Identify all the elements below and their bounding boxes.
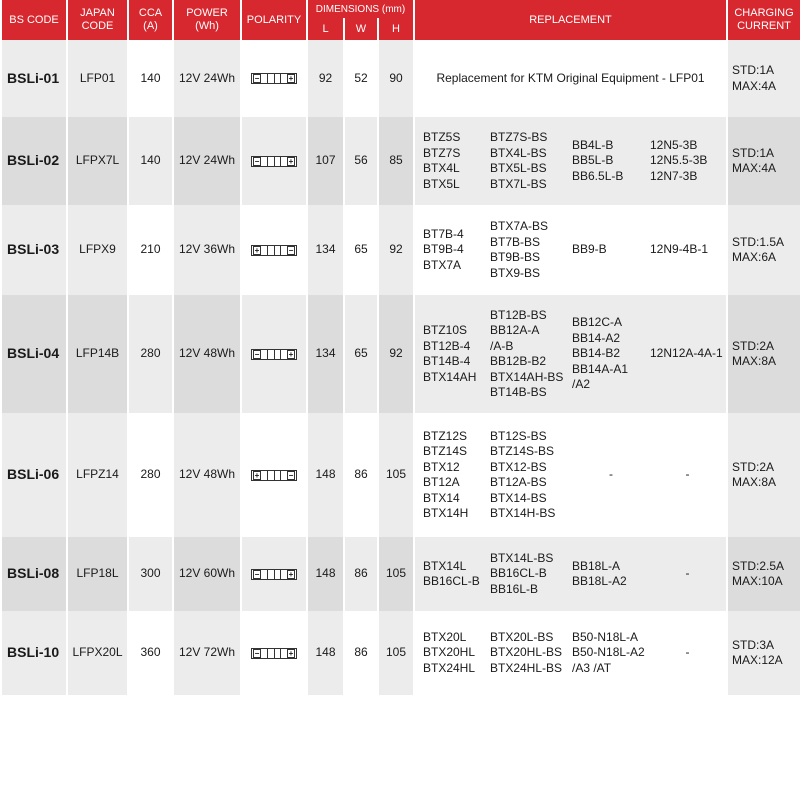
replacement-item: BB14-B2 xyxy=(572,346,621,361)
cca-value: 360 xyxy=(128,611,173,695)
polarity-battery-icon xyxy=(251,73,297,84)
replacement-item: BT12B-BS xyxy=(490,307,547,322)
charging-max: MAX:10A xyxy=(732,574,783,588)
replacement-r4 xyxy=(650,138,725,185)
table-row xyxy=(1,611,800,695)
replacement-item: BT12A xyxy=(423,475,460,489)
power-value: 12V 24Wh xyxy=(173,40,241,117)
charging-max: MAX:8A xyxy=(732,475,777,489)
bs-code: BSLi-04 xyxy=(1,295,67,413)
dim-h-value: 105 xyxy=(378,611,414,695)
charging-std: STD:2A xyxy=(732,338,775,353)
replacement-r1 xyxy=(415,323,490,385)
replacement-item: BTX24HL-BS xyxy=(490,660,563,675)
header-polarity: POLARITY xyxy=(241,0,307,40)
replacement-item: BTX14L xyxy=(423,558,467,573)
replacement-item: BB14A-A1 xyxy=(572,361,629,376)
replacement-r3 xyxy=(572,242,650,258)
replacement-item: BTX7A xyxy=(423,257,462,272)
replacement-item: BTX4L xyxy=(423,161,460,175)
header-japan-code-text: JAPAN CODE xyxy=(80,7,115,32)
dim-w-value: 86 xyxy=(344,537,378,611)
replacement-item: BT7B-BS xyxy=(490,234,541,249)
polarity-battery-icon xyxy=(251,156,297,167)
replacement-item: BTX14AH xyxy=(423,369,477,384)
replacement-item: BT14B-4 xyxy=(423,354,471,368)
table-row xyxy=(1,413,800,537)
polarity-battery-icon xyxy=(251,245,297,256)
replacement-item: BTX20HL-BS xyxy=(490,645,563,660)
header-charging xyxy=(727,0,800,40)
polarity-battery-icon xyxy=(251,349,297,360)
dim-l-value: 148 xyxy=(307,611,344,695)
replacement-item: BTX20L xyxy=(423,629,467,644)
replacement-item: 12N7-3B xyxy=(650,168,698,183)
charging-max: MAX:8A xyxy=(732,354,777,368)
charging-cell xyxy=(727,413,800,537)
replacement-r3 xyxy=(572,138,650,185)
terminal-minus-icon: − xyxy=(254,648,260,658)
replacement-item: BTZ12S xyxy=(423,428,468,443)
replacement-item: BTX14H xyxy=(423,506,469,520)
power-value: 12V 24Wh xyxy=(173,117,241,205)
replacement-item: BTX9-BS xyxy=(490,265,541,280)
dim-h-value: 90 xyxy=(378,40,414,117)
replacement-item: - xyxy=(609,467,613,482)
replacement-item: /A3 /AT xyxy=(572,660,612,675)
japan-code: LFPX7L xyxy=(67,117,128,205)
terminal-plus-icon: + xyxy=(288,569,294,579)
dim-w-value: 65 xyxy=(344,295,378,413)
dim-h-value: 92 xyxy=(378,205,414,295)
dim-w-value: 86 xyxy=(344,413,378,537)
replacement-item: BB14-A2 xyxy=(572,330,621,345)
replacement-item: BT12B-4 xyxy=(423,338,471,353)
header-dimensions: DIMENSIONS (mm) xyxy=(307,0,414,18)
table-row xyxy=(1,205,800,295)
charging-cell xyxy=(727,40,800,117)
table-row xyxy=(1,295,800,413)
replacement-r2 xyxy=(490,551,572,598)
replacement-item: BT9B-BS xyxy=(490,250,541,264)
terminal-minus-icon: − xyxy=(254,569,260,579)
bs-code: BSLi-06 xyxy=(1,413,67,537)
cca-value: 140 xyxy=(128,40,173,117)
dim-w-value: 86 xyxy=(344,611,378,695)
replacement-r2 xyxy=(490,429,572,522)
charging-cell xyxy=(727,117,800,205)
replacement-r3 xyxy=(572,467,650,483)
polarity-cell xyxy=(241,537,307,611)
dim-l-value: 134 xyxy=(307,205,344,295)
charging-std: STD:1A xyxy=(732,63,775,77)
dim-h-value: 92 xyxy=(378,295,414,413)
replacement-item: BB16L-B xyxy=(490,581,539,596)
replacement-item: BT7B-4 xyxy=(423,226,464,241)
charging-std: STD:1.5A xyxy=(732,234,785,249)
header-dim-l: L xyxy=(307,18,344,40)
replacement-r2 xyxy=(490,630,572,677)
cca-value: 210 xyxy=(128,205,173,295)
japan-code: LFP18L xyxy=(67,537,128,611)
terminal-minus-icon: − xyxy=(254,74,260,84)
terminal-minus-icon: − xyxy=(288,470,294,480)
replacement-r3 xyxy=(572,315,650,393)
charging-cell xyxy=(727,205,800,295)
replacement-cell xyxy=(414,40,727,117)
replacement-item: BTX7A-BS xyxy=(490,219,549,233)
terminal-plus-icon: + xyxy=(288,156,294,166)
replacement-cell xyxy=(414,413,727,537)
japan-code: LFP01 xyxy=(67,40,128,117)
replacement-item: BTX14H-BS xyxy=(490,506,556,520)
charging-std: STD:2A xyxy=(732,459,775,474)
dim-h-value: 105 xyxy=(378,413,414,537)
terminal-minus-icon: − xyxy=(254,349,260,359)
terminal-plus-icon: + xyxy=(254,245,260,255)
power-value: 12V 48Wh xyxy=(173,295,241,413)
replacement-item: BTX5L-BS xyxy=(490,161,547,175)
replacement-item: 12N5-3B xyxy=(650,137,698,152)
replacement-item: BTX20L-BS xyxy=(490,629,554,644)
cca-value: 280 xyxy=(128,295,173,413)
replacement-r2 xyxy=(490,308,572,401)
dim-l-value: 148 xyxy=(307,413,344,537)
polarity-cell xyxy=(241,117,307,205)
polarity-cell xyxy=(241,611,307,695)
power-value: 12V 36Wh xyxy=(173,205,241,295)
cca-value: 140 xyxy=(128,117,173,205)
replacement-item: BT12A-BS xyxy=(490,475,547,489)
terminal-plus-icon: + xyxy=(288,349,294,359)
replacement-r4 xyxy=(650,242,725,258)
japan-code: LFPX20L xyxy=(67,611,128,695)
bs-code: BSLi-02 xyxy=(1,117,67,205)
replacement-r4 xyxy=(650,467,725,483)
terminal-minus-icon: − xyxy=(288,245,294,255)
replacement-r1 xyxy=(415,429,490,522)
replacement-item: BT12S-BS xyxy=(490,428,547,443)
japan-code: LFP14B xyxy=(67,295,128,413)
replacement-r3 xyxy=(572,559,650,590)
charging-std: STD:1A xyxy=(732,145,775,160)
dim-h-value: 85 xyxy=(378,117,414,205)
replacement-item: BTX24HL xyxy=(423,660,476,675)
replacement-item: BTX12-BS xyxy=(490,459,547,474)
replacement-note: Replacement for KTM Original Equipment - LFP01 xyxy=(436,70,705,85)
japan-code: LFPZ14 xyxy=(67,413,128,537)
charging-cell xyxy=(727,537,800,611)
replacement-item: - xyxy=(685,566,690,581)
table-row xyxy=(1,117,800,205)
polarity-battery-icon xyxy=(251,569,297,580)
charging-std: STD:3A xyxy=(732,637,775,652)
polarity-battery-icon xyxy=(251,648,297,659)
table-row xyxy=(1,537,800,611)
replacement-r1 xyxy=(415,130,490,192)
cca-value: 280 xyxy=(128,413,173,537)
cca-value: 300 xyxy=(128,537,173,611)
replacement-item: B50-N18L-A xyxy=(572,629,639,644)
replacement-r1 xyxy=(415,630,490,677)
replacement-item: BTX7L-BS xyxy=(490,176,547,191)
replacement-r2 xyxy=(490,219,572,281)
replacement-cell xyxy=(414,295,727,413)
replacement-item: BTX12 xyxy=(423,459,460,474)
replacement-item: BB12C-A xyxy=(572,315,623,330)
replacement-item: BB9-B xyxy=(572,242,607,257)
replacement-item: BB6.5L-B xyxy=(572,168,624,183)
table-row xyxy=(1,40,800,117)
charging-std: STD:2.5A xyxy=(732,558,785,573)
bs-code: BSLi-01 xyxy=(1,40,67,117)
charging-max: MAX:12A xyxy=(732,653,783,667)
terminal-plus-icon: + xyxy=(288,648,294,658)
replacement-r4 xyxy=(650,346,725,362)
header-dim-w: W xyxy=(344,18,378,40)
charging-cell xyxy=(727,611,800,695)
replacement-item: - xyxy=(685,645,690,660)
header-cca xyxy=(128,0,173,40)
replacement-item: BTX20HL xyxy=(423,645,476,660)
dim-w-value: 65 xyxy=(344,205,378,295)
replacement-r1 xyxy=(415,227,490,274)
charging-max: MAX:6A xyxy=(732,250,777,264)
polarity-cell xyxy=(241,205,307,295)
replacement-item: BTX14AH-BS xyxy=(490,369,564,384)
power-value: 12V 72Wh xyxy=(173,611,241,695)
header-power xyxy=(173,0,241,40)
replacement-item: BTZ10S xyxy=(423,323,468,337)
replacement-cell xyxy=(414,205,727,295)
charging-max: MAX:4A xyxy=(732,78,777,93)
replacement-item: BTZ7S-BS xyxy=(490,130,548,144)
dim-w-value: 56 xyxy=(344,117,378,205)
bs-code: BSLi-10 xyxy=(1,611,67,695)
header-bs-code: BS CODE xyxy=(1,0,67,40)
replacement-item: BTX14 xyxy=(423,490,460,505)
header-japan-code xyxy=(67,0,128,40)
replacement-item: BTZ14S-BS xyxy=(490,444,555,458)
replacement-r1 xyxy=(415,559,490,590)
charging-max: MAX:4A xyxy=(732,161,777,175)
replacement-r4 xyxy=(650,645,725,661)
terminal-plus-icon: + xyxy=(288,74,294,84)
replacement-item: BTZ14S xyxy=(423,444,468,458)
replacement-item: BB12A-A xyxy=(490,323,540,337)
replacement-item: BB18L-A xyxy=(572,558,621,573)
dim-h-value: 105 xyxy=(378,537,414,611)
header-dim-h: H xyxy=(378,18,414,40)
dim-l-value: 107 xyxy=(307,117,344,205)
power-value: 12V 48Wh xyxy=(173,413,241,537)
replacement-item: BTZ5S xyxy=(423,130,461,144)
power-value: 12V 60Wh xyxy=(173,537,241,611)
replacement-item: - xyxy=(685,467,690,482)
replacement-item: 12N9-4B-1 xyxy=(650,242,709,257)
charging-cell xyxy=(727,295,800,413)
polarity-cell xyxy=(241,413,307,537)
replacement-cell xyxy=(414,117,727,205)
replacement-item: BB16CL-B xyxy=(490,566,547,581)
replacement-item: BTX4L-BS xyxy=(490,145,547,160)
header-power-text: POWER (Wh) xyxy=(186,7,228,32)
dim-w-value: 52 xyxy=(344,40,378,117)
header-replacement: REPLACEMENT xyxy=(414,0,727,40)
replacement-cell xyxy=(414,537,727,611)
terminal-minus-icon: − xyxy=(254,156,260,166)
replacement-item: BTX14-BS xyxy=(490,490,547,505)
header-cca-text: CCA (A) xyxy=(138,7,163,32)
replacement-item: /A-B xyxy=(490,338,514,353)
replacement-item: /A2 xyxy=(572,377,591,392)
replacement-item: BB16CL-B xyxy=(423,574,480,588)
replacement-r4 xyxy=(650,566,725,582)
polarity-cell xyxy=(241,40,307,117)
replacement-item: BTX5L xyxy=(423,176,460,191)
japan-code: LFPX9 xyxy=(67,205,128,295)
polarity-cell xyxy=(241,295,307,413)
dim-l-value: 134 xyxy=(307,295,344,413)
replacement-r3 xyxy=(572,630,650,677)
polarity-battery-icon xyxy=(251,470,297,481)
header-charging-text: CHARGING CURRENT xyxy=(734,7,794,32)
replacement-item: 12N12A-4A-1 xyxy=(650,346,723,361)
replacement-cell xyxy=(414,611,727,695)
terminal-plus-icon: + xyxy=(254,470,260,480)
replacement-item: BT14B-BS xyxy=(490,385,547,399)
replacement-item: 12N5.5-3B xyxy=(650,153,708,168)
bs-code: BSLi-03 xyxy=(1,205,67,295)
replacement-item: BT9B-4 xyxy=(423,242,464,257)
replacement-item: BB4L-B xyxy=(572,137,614,152)
replacement-item: BTX14L-BS xyxy=(490,550,554,565)
replacement-r2 xyxy=(490,130,572,192)
bs-code: BSLi-08 xyxy=(1,537,67,611)
replacement-item: B50-N18L-A2 xyxy=(572,645,645,660)
replacement-item: BTZ7S xyxy=(423,145,461,160)
dim-l-value: 148 xyxy=(307,537,344,611)
replacement-item: BB12B-B2 xyxy=(490,354,547,368)
replacement-item: BB18L-A2 xyxy=(572,574,627,588)
dim-l-value: 92 xyxy=(307,40,344,117)
replacement-item: BB5L-B xyxy=(572,153,614,168)
